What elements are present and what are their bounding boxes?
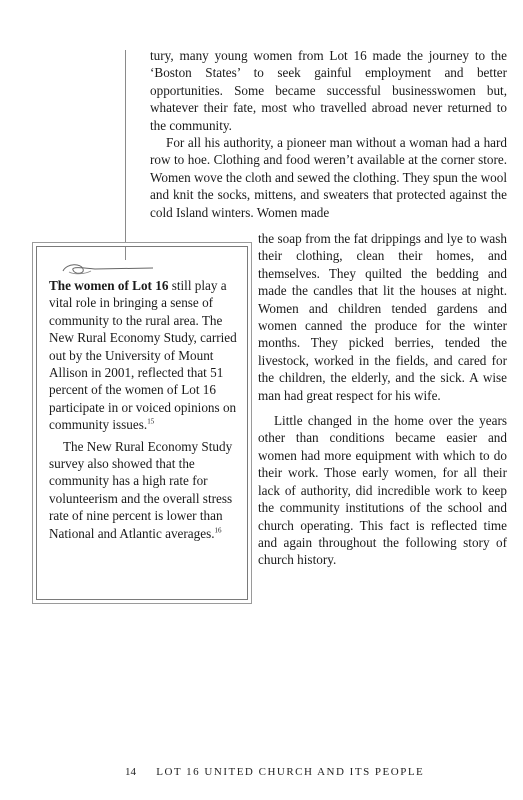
paragraph-little-changed: Little changed in the home over the years other than conditions became easier and women had more equipment with which to do their work. Those early women, for all their lack of authority, did incredible work to keep the community institutions of the school and church operating. This fact is reflected time and again throughout the following story of church history. — [258, 413, 507, 568]
paragraph-pioneer-women-bottom: the soap from the fat drippings and lye to wash their clothing, clean their homes, and themselves. They quilted the bedding and made the candles that lit the houses at night. Women and children tended gardens and women canned the produce for the winter months. They picked berries, tended the livestock, worked in the fields, and cared for the children, the elderly, and the sick. A wise man had great respect for his wife. — [258, 231, 507, 403]
sidebar-paragraph-1 — [49, 277, 239, 434]
swash-ornament-icon — [55, 259, 155, 279]
footnote-ref-15: 15 — [147, 417, 155, 426]
sidebar-paragraph-2 — [49, 438, 239, 542]
paragraph-pioneer-women-top: For all his authority, a pioneer man without a woman had a hard row to hoe. Clothing and food weren’t available at the corner store. Women wove the cloth and sewed the clothing. They spun the wool and knit the socks, mittens, and sweaters that protected against the cold Island winters. Women made — [150, 135, 507, 220]
main-text-upper — [150, 47, 507, 221]
running-title: LOT 16 UNITED CHURCH AND ITS PEOPLE — [156, 766, 425, 778]
sidebar-lead: The women of Lot 16 — [49, 278, 169, 293]
sidebar-paragraph-1-text: still play a vital role in bringing a sense of community to the rural area. The New Rural Economy Study, carried out by the University of Mount Allison in 2001, reflected that 51 percent of the women of Lot 16 participate in or voiced opinions on community issues. — [49, 278, 237, 433]
footnote-ref-16: 16 — [214, 526, 222, 535]
paragraph-emigration: tury, many young women from Lot 16 made the journey to the ‘Boston States’ to seek gainful employment and better opportunities. Some became successful businesswomen but, whatever their fate, most who travelled abroad never returned to the community. — [150, 48, 507, 133]
margin-rule — [125, 50, 126, 260]
sidebar-text — [49, 277, 239, 542]
sidebar-box — [36, 246, 248, 600]
page-number: 14 — [125, 766, 136, 778]
main-text-lower — [258, 230, 507, 569]
running-footer — [125, 766, 445, 778]
sidebar-paragraph-2-text: The New Rural Economy Study survey also showed that the community has a high rate for volunteerism and the overall stress rate of nine percent is lower than National and Atlantic averages. — [49, 438, 233, 541]
